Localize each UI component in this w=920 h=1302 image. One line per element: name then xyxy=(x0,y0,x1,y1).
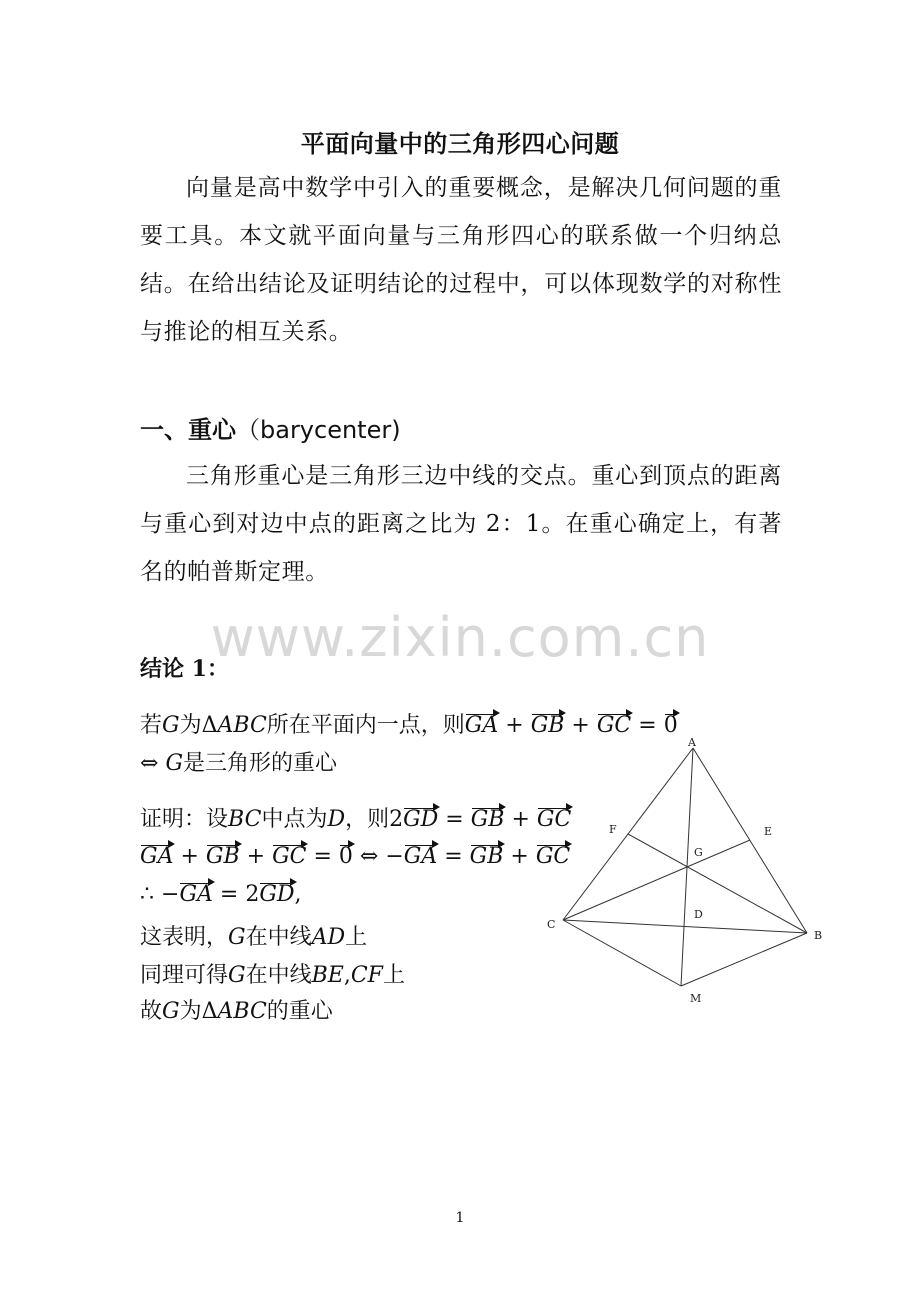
median-be xyxy=(628,834,807,933)
section-heading-en: （barycenter) xyxy=(236,416,401,444)
label-b: B xyxy=(814,929,823,942)
watermark: www.zixin.com.cn xyxy=(210,606,710,669)
proof-line-3: ∴ −GA = 2GD, xyxy=(140,882,302,907)
label-e: E xyxy=(764,825,773,838)
label-c: C xyxy=(547,918,556,931)
edge-bc xyxy=(563,920,807,933)
proof-line-6: 故G为ΔABC的重心 xyxy=(140,999,333,1024)
label-m: M xyxy=(690,992,702,1005)
intro-paragraph: 向量是高中数学中引入的重要概念，是解决几何问题的重要工具。本文就平面向量与三角形四心的联系做一个归纳总结。在给出结论及证明结论的过程中，可以体现数学的对称性与推论的相互关系。 xyxy=(140,175,782,345)
section-heading-text: 一、重心 xyxy=(140,416,236,444)
conclusion-label: 结论 1： xyxy=(140,656,229,682)
section-body: 三角形重心是三角形三边中线的交点。重心到顶点的距离与重心到对边中点的距离之比为 2：1。在重心确定上，有著名的帕普斯定理。 xyxy=(140,463,782,585)
page-title: 平面向量中的三角形四心问题 xyxy=(300,130,620,158)
label-f: F xyxy=(609,823,617,836)
proof-line-2: GA + GB + GC = 0 ⇔ −GA = GB + GC xyxy=(140,844,571,869)
median-cf xyxy=(563,840,750,920)
proof-line-1: 证明：设BC中点为D，则2GD = GB + GC xyxy=(140,807,572,832)
label-d: D xyxy=(694,908,703,921)
edge-cm xyxy=(563,920,681,986)
statement-line-2: ⇔ G是三角形的重心 xyxy=(140,751,338,776)
proof-line-4: 这表明，G在中线AD上 xyxy=(140,925,368,950)
edge-mb xyxy=(681,933,807,986)
page-number: 1 xyxy=(455,1210,465,1226)
statement-line-1: 若G为ΔABC所在平面内一点，则GA + GB + GC = 0 xyxy=(140,713,678,738)
proof-line-5: 同理可得G在中线BE,CF上 xyxy=(140,963,405,988)
label-g: G xyxy=(694,846,703,859)
label-a: A xyxy=(688,736,696,749)
